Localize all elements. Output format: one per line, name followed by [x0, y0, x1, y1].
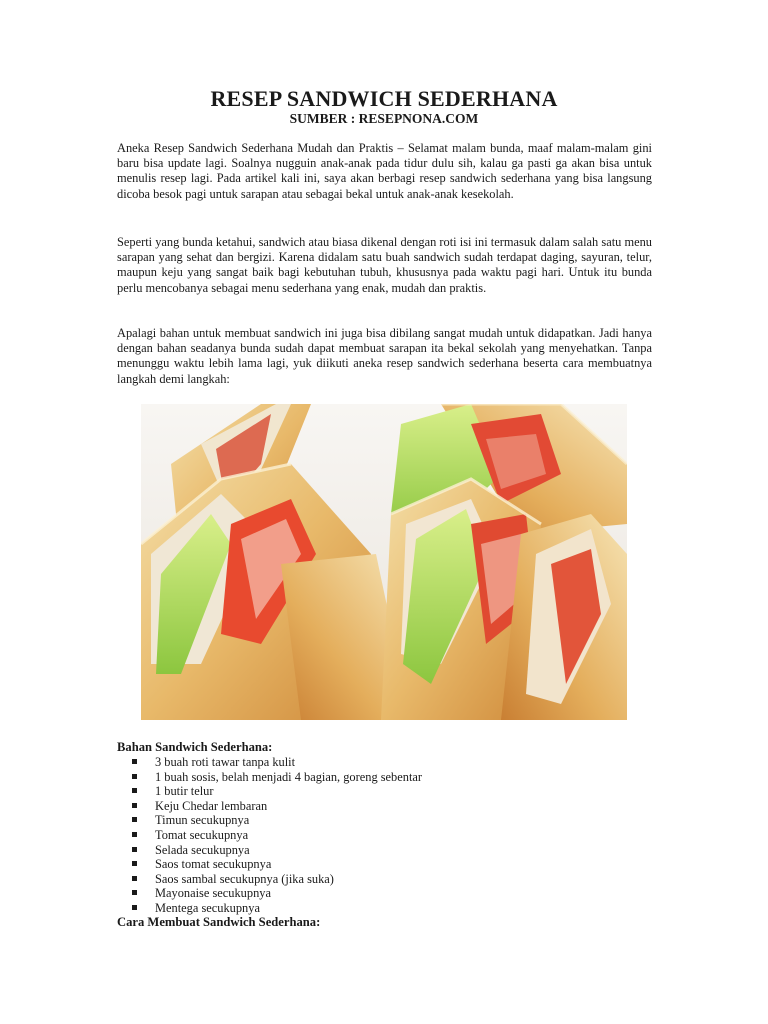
list-item: 1 butir telur	[117, 784, 422, 799]
bullet-icon	[132, 890, 137, 895]
list-item: 1 buah sosis, belah menjadi 4 bagian, goreng sebentar	[117, 770, 422, 785]
list-item: Saos tomat secukupnya	[117, 857, 422, 872]
method-heading: Cara Membuat Sandwich Sederhana:	[117, 915, 321, 929]
list-item: Selada secukupnya	[117, 843, 422, 858]
bullet-icon	[132, 803, 137, 808]
bullet-icon	[132, 817, 137, 822]
list-item: 3 buah roti tawar tanpa kulit	[117, 755, 422, 770]
bullet-icon	[132, 774, 137, 779]
intro-paragraph-1: Aneka Resep Sandwich Sederhana Mudah dan Praktis – Selamat malam bunda, maaf malam-malam gini baru bisa update lagi. Soalnya nugguin anak-anak pada tidur dulu sih, kalau ga pasti ga akan bisa untuk menulis resep lagi. Pada artikel kali ini, saya akan berbagi resep sandwich sederhana yang bisa langsung dicoba besok pagi untuk sarapan atau sebagai bekal untuk anak-anak kesekolah.	[117, 141, 652, 201]
list-item: Tomat secukupnya	[117, 828, 422, 843]
bullet-icon	[132, 759, 137, 764]
list-item: Keju Chedar lembaran	[117, 799, 422, 814]
bullet-icon	[132, 832, 137, 837]
intro-paragraph-2: Seperti yang bunda ketahui, sandwich atau biasa dikenal dengan roti isi ini termasuk dalam salah satu menu sarapan yang sehat dan bergizi. Karena didalam satu buah sandwich sudah terdapat daging, sayuran, telur, maupun keju yang sangat baik bagi kebutuhan tubuh, khususnya pada waktu pagi hari. Untuk itu bunda perlu mencobanya sebagai menu sederhana yang enak, mudah dan praktis.	[117, 235, 652, 295]
bullet-icon	[132, 876, 137, 881]
ingredients-list	[117, 755, 422, 916]
bullet-icon	[132, 905, 137, 910]
bullet-icon	[132, 861, 137, 866]
source-line: SUMBER : RESEPNONA.COM	[289, 111, 479, 126]
list-item: Mayonaise secukupnya	[117, 886, 422, 901]
list-item: Mentega secukupnya	[117, 901, 422, 916]
list-item: Saos sambal secukupnya (jika suka)	[117, 872, 422, 887]
intro-paragraph-3: Apalagi bahan untuk membuat sandwich ini juga bisa dibilang sangat mudah untuk didapatkan. Jadi hanya dengan bahan seadanya bunda sudah dapat membuat sarapan ita bekal sekolah yang menyehatkan. Tanpa menunggu waktu lebih lama lagi, yuk diikuti aneka resep sandwich sederhana beserta cara membuatnya langkah demi langkah:	[117, 326, 652, 386]
sandwich-photo	[141, 404, 627, 720]
page-title: RESEP SANDWICH SEDERHANA	[210, 86, 558, 111]
ingredients-heading: Bahan Sandwich Sederhana:	[117, 740, 273, 754]
bullet-icon	[132, 788, 137, 793]
list-item: Timun secukupnya	[117, 813, 422, 828]
bullet-icon	[132, 847, 137, 852]
